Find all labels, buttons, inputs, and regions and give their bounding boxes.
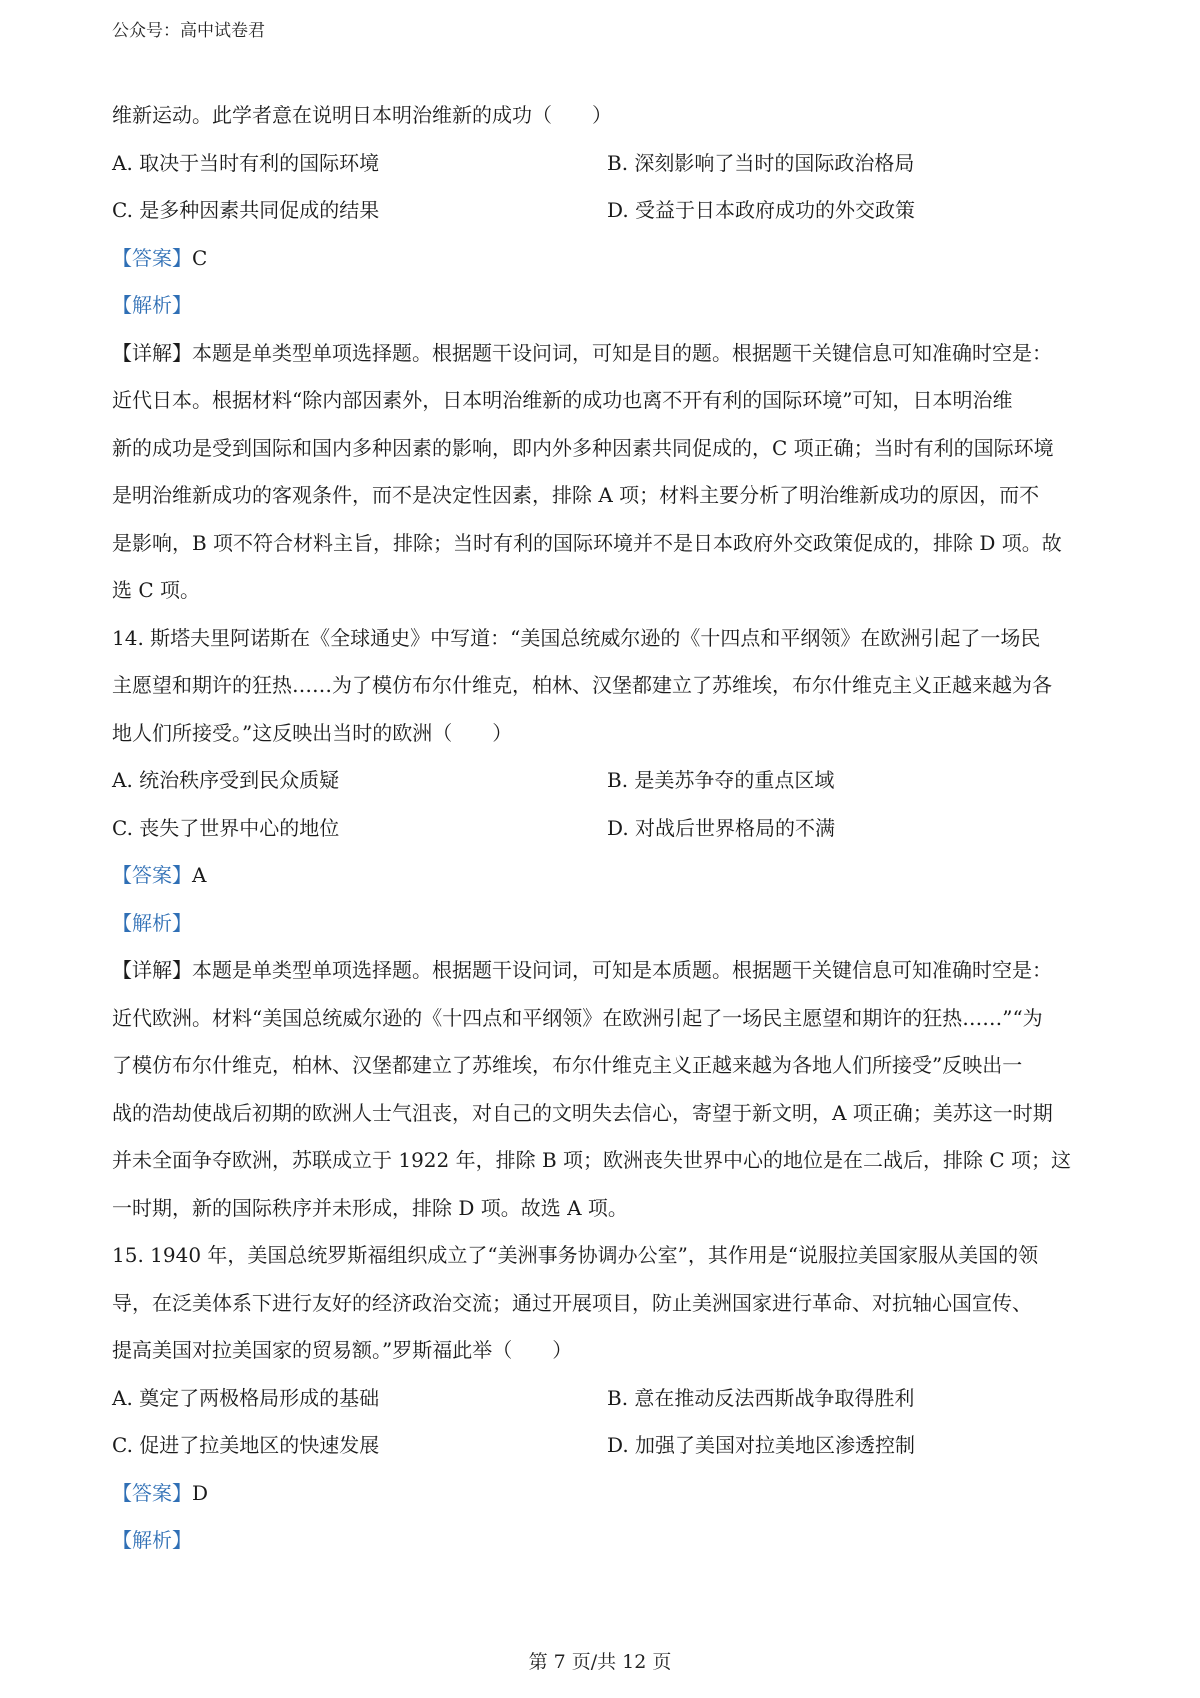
q14-options-row-2: [112, 805, 1102, 853]
q13-detail-line: 是明治维新成功的客观条件，而不是决定性因素，排除 A 项；材料主要分析了明治维新成功的原因，而不: [112, 483, 1040, 507]
q14-stem-line: 主愿望和期许的狂热……为了模仿布尔什维克，柏林、汉堡都建立了苏维埃，布尔什维克主义正越来越为各: [112, 673, 1052, 697]
q14-detail-line: 一时期，新的国际秩序并未形成，排除 D 项。故选 A 项。: [112, 1195, 628, 1220]
q14-detail-line: 战的浩劫使战后初期的欧洲人士气沮丧，对自己的文明失去信心，寄望于新文明，A 项正确；美苏这一时期: [112, 1100, 1053, 1125]
page-header: 公众号：高中试卷君: [112, 21, 265, 41]
q13-option-b: B. 深刻影响了当时的国际政治格局: [607, 150, 915, 175]
q13-option-c: C. 是多种因素共同促成的结果: [112, 198, 380, 222]
q14-option-c: C. 丧失了世界中心的地位: [112, 815, 340, 840]
q15-option-d: D. 加强了美国对拉美地区渗透控制: [607, 1433, 916, 1457]
q14-stem-line: 地人们所接受。”这反映出当时的欧洲（ ）: [112, 720, 513, 745]
q13-detail-line: 是影响，B 项不符合材料主旨，排除；当时有利的国际环境并不是日本政府外交政策促成的，排除 D 项。故: [112, 530, 1062, 555]
q13-options-row-2: [112, 187, 1102, 235]
q13-detail-line: 选 C 项。: [112, 578, 201, 602]
q14-option-b: B. 是美苏争夺的重点区域: [607, 768, 835, 792]
q14-detail-line: 了模仿布尔什维克，柏林、汉堡都建立了苏维埃，布尔什维克主义正越来越为各地人们所接受”反映出一: [112, 1053, 1023, 1077]
q14-answer-tag: 【答案】: [112, 863, 192, 887]
q15-analysis-tag: 【解析】: [112, 1528, 192, 1552]
q13-option-a: A. 取决于当时有利的国际环境: [112, 150, 380, 175]
q14-option-a: A. 统治秩序受到民众质疑: [112, 768, 340, 792]
q14-stem-line: 14. 斯塔夫里阿诺斯在《全球通史》中写道：“美国总统威尔逊的《十四点和平纲领》在欧洲引起了一场民: [112, 625, 1041, 650]
q15-option-b: B. 意在推动反法西斯战争取得胜利: [607, 1385, 915, 1410]
document-body: [112, 92, 1102, 1565]
q13-analysis-tag: 【解析】: [112, 293, 192, 317]
q13-answer-value: C: [192, 245, 208, 270]
q13-detail-line: 近代日本。根据材料“除内部因素外，日本明治维新的成功也离不开有利的国际环境”可知，日本明治维: [112, 388, 1013, 412]
q13-answer-tag: 【答案】: [112, 245, 192, 270]
q14-answer: [112, 852, 1102, 900]
q14-analysis-tag: 【解析】: [112, 910, 192, 935]
q15-option-a: A. 奠定了两极格局形成的基础: [112, 1385, 380, 1410]
q14-detail-line: 并未全面争夺欧洲，苏联成立于 1922 年，排除 B 项；欧洲丧失世界中心的地位是在二战后，排除 C 项；这: [112, 1148, 1072, 1172]
q14-answer-value: A: [192, 863, 207, 887]
q13-stem: 维新运动。此学者意在说明日本明治维新的成功（ ）: [112, 103, 612, 127]
q14-detail-line: 【详解】本题是单类型单项选择题。根据题干设问词，可知是本质题。根据题干关键信息可知准确时空是：: [112, 958, 1052, 982]
q15-stem-line: 15. 1940 年，美国总统罗斯福组织成立了“美洲事务协调办公室”，其作用是“说服拉美国家服从美国的领: [112, 1243, 1039, 1267]
q15-stem-line: 提高美国对拉美国家的贸易额。”罗斯福此举（ ）: [112, 1338, 573, 1362]
q15-answer-value: D: [192, 1480, 209, 1505]
q14-options-row-1: [112, 757, 1102, 805]
q15-option-c: C. 促进了拉美地区的快速发展: [112, 1433, 380, 1457]
q13-options-row-1: [112, 140, 1102, 188]
q13-answer: [112, 235, 1102, 283]
q13-detail-line: 【详解】本题是单类型单项选择题。根据题干设问词，可知是目的题。根据题干关键信息可知准确时空是：: [112, 340, 1052, 365]
q14-detail-line: 近代欧洲。材料“美国总统威尔逊的《十四点和平纲领》在欧洲引起了一场民主愿望和期许的狂热……”“为: [112, 1005, 1043, 1030]
q13-detail-line: 新的成功是受到国际和国内多种因素的影响，即内外多种因素共同促成的，C 项正确；当时有利的国际环境: [112, 435, 1054, 460]
q15-options-row-1: [112, 1375, 1102, 1423]
q15-options-row-2: [112, 1422, 1102, 1470]
q14-option-d: D. 对战后世界格局的不满: [607, 815, 836, 840]
q15-answer: [112, 1470, 1102, 1518]
q13-option-d: D. 受益于日本政府成功的外交政策: [607, 198, 916, 222]
q15-stem-line: 导，在泛美体系下进行友好的经济政治交流；通过开展项目，防止美洲国家进行革命、对抗轴心国宣传、: [112, 1290, 1032, 1315]
q15-answer-tag: 【答案】: [112, 1480, 192, 1505]
page-number: 第 7 页/共 12 页: [528, 1651, 672, 1673]
